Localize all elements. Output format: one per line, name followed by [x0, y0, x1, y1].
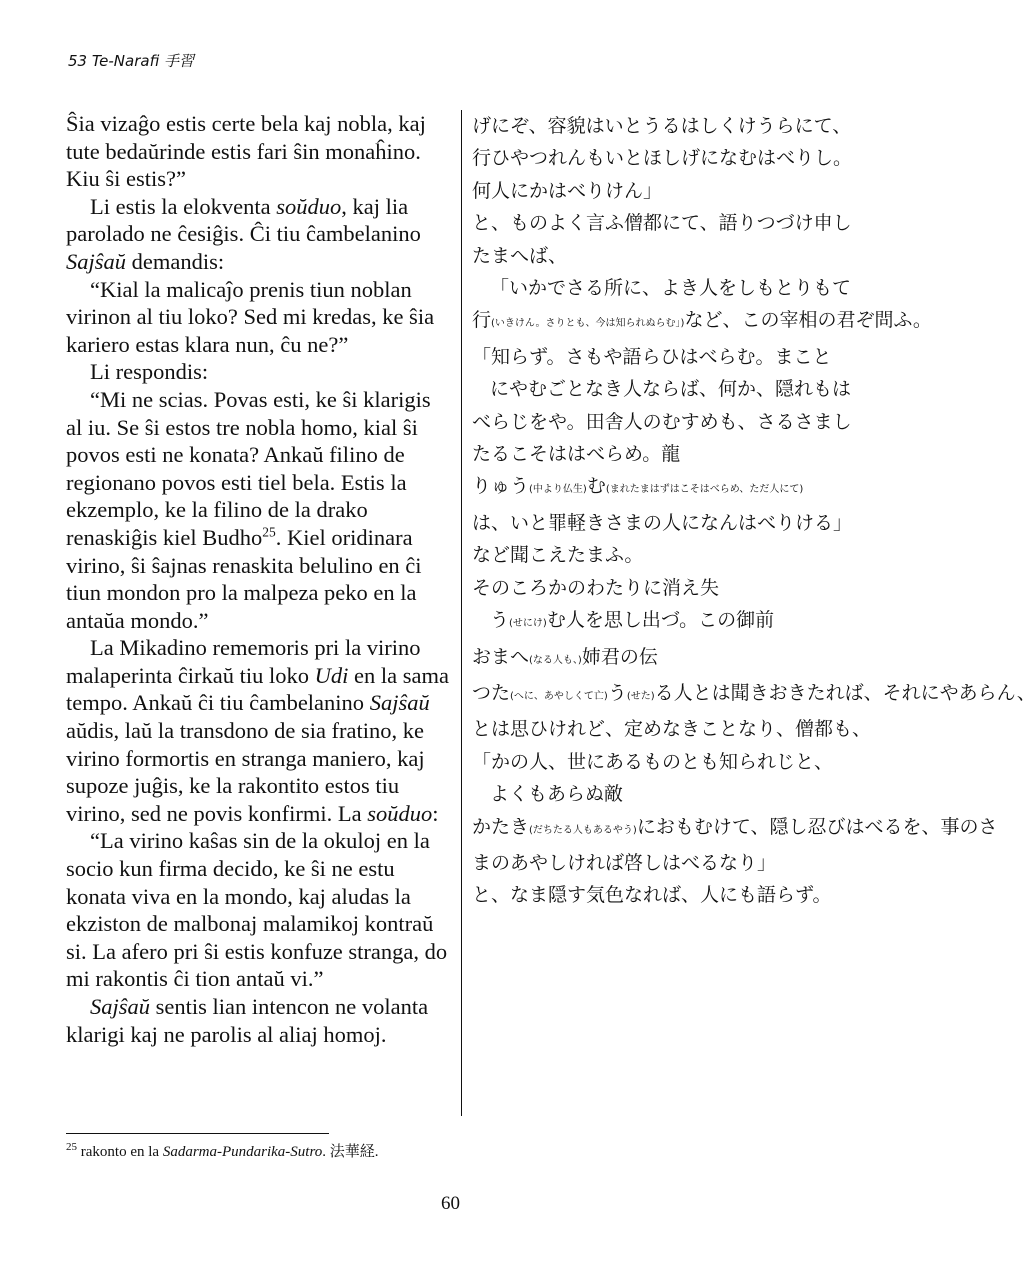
- text-run: :: [432, 800, 439, 826]
- text-run: 行: [472, 309, 492, 332]
- text-run: . Kiel oridinara virino, ŝi ŝajnas renaskita belulino en ĉi tiun mondon pro la malpeza peko en la antaŭa mondo.”: [66, 524, 422, 633]
- text-run: aŭdis, laŭ la transdono de sia fratino, ke virino formortis en stranga maniero, kaj supoze juĝis, ke la rakontito estos tiu virino, sed ne povis konfirmi. La: [66, 718, 425, 826]
- furigana: (なる人も、): [529, 654, 582, 666]
- furigana: (中より仏生): [529, 484, 587, 496]
- text-line: げにぞ、容貌はいとうるはしくけうらにて、: [472, 115, 852, 137]
- text-run: つた: [472, 681, 511, 704]
- footnote: [66, 1140, 379, 1161]
- text-line: [472, 604, 872, 640]
- italic-term: Sajŝaŭ: [90, 994, 151, 1019]
- furigana-text: せた: [630, 690, 651, 702]
- text-run: む: [586, 475, 606, 498]
- text-run: など、この宰相の君ぞ問ふ。: [684, 309, 932, 332]
- text-run: demandis:: [126, 248, 225, 274]
- text-line: とは思ひけれど、定めなきことなり、僧都も、: [472, 718, 872, 741]
- furigana-text: いきけん。さりとも、今は知られぬらむ」: [494, 318, 681, 330]
- text-line: まのあやしければ啓しはべるなり」: [472, 851, 777, 874]
- text-line: [472, 470, 872, 506]
- furigana-text: せにけ: [512, 618, 543, 630]
- italic-term: soŭduo: [367, 800, 433, 826]
- paragraph: [66, 993, 451, 1048]
- italic-term: soŭduo: [276, 193, 342, 219]
- text-line: [472, 677, 1036, 713]
- text-line: にやむごとなき人ならば、何か、隠れもは: [490, 378, 852, 401]
- italic-term: Sajŝaŭ: [369, 690, 430, 716]
- paragraph: “Kial la malicaĵo prenis tiun noblan virinon al tiu loko? Sed mi kredas, ke ŝia kariero estas klara nun, ĉu ne?”: [66, 276, 435, 357]
- paragraph: [66, 386, 451, 634]
- text-line: そのころかのわたりに消え失: [472, 576, 720, 599]
- text-run: う: [607, 681, 627, 704]
- text-line: [472, 641, 872, 677]
- text-line: と、ものよく言ふ僧都にて、語りつづけ申し: [472, 212, 852, 235]
- text-line: べらじをや。田舎人のむすめも、さるさまし: [472, 410, 852, 433]
- furigana-text: へに、あやしくて亡: [513, 690, 604, 702]
- text-line: 「いかでさる所に、よき人をしもとりもて: [490, 277, 852, 300]
- text-run: る人とは聞きおきたれば、それにやあらん、: [654, 681, 1036, 704]
- text-line: など聞こえたまふ。: [472, 544, 644, 567]
- paragraph: [66, 634, 451, 827]
- furigana: (いきけん。さりとも、今は知られぬらむ」): [491, 318, 685, 330]
- italic-term: Udi: [314, 662, 349, 688]
- text-run: む人を思し出づ。この御前: [546, 609, 775, 632]
- text-line: 何人にかはべりけん」: [472, 179, 663, 202]
- running-header: 53 Te-Narafi 手習: [68, 52, 195, 70]
- text-run: かたき: [472, 815, 530, 838]
- text-line: 「知らず。さもや語らひはべらむ。まこと: [472, 345, 832, 368]
- italic-title: Sadarma-Pundarika-Sutro: [162, 1144, 323, 1160]
- footnote-number: 25: [66, 1141, 77, 1153]
- furigana-text: まれたまはずはこそはべらめ、ただ人にて: [609, 484, 800, 496]
- text-run: “Mi ne scias. Povas esti, ke ŝi klarigis al iu. Se ŝi estos tre nobla homo, kial ŝi povos esti ne konata? Ankaŭ filino de regionano povos esti tiel bela. Estis la ekzemplo, ke la filino de la drako renaskiĝis kiel Budho: [66, 386, 431, 550]
- text-line: [472, 304, 932, 340]
- text-run: La Mikadino rememoris pri la virino malaperinta ĉirkaŭ tiu loko: [66, 635, 421, 688]
- furigana-text: なる人も、: [532, 654, 578, 666]
- text-line: と、なま隠す気色なれば、人にも語らず。: [472, 884, 832, 907]
- text-line: は、いと罪軽きさまの人になんはべりける」: [472, 511, 853, 534]
- text-line: 「かの人、世にあるものとも知られじと、: [472, 750, 834, 773]
- furigana: (へに、あやしくて亡): [510, 690, 608, 702]
- text-run: Li estis la elokventa: [90, 193, 277, 219]
- furigana: (だちたる人もあるやう): [529, 824, 637, 836]
- text-run: におもむけて、隠し忍びはべるを、事のさ: [636, 815, 998, 838]
- text-run: りゅう: [472, 475, 530, 498]
- text-run: , kaj lia parolado ne ĉesiĝis. Ĉi tiu ĉambelanino: [66, 193, 421, 247]
- paragraph: “La virino kaŝas sin de la okuloj en la socio kun firma decido, ke ŝi ne estu konata viva en la mondo, kaj aludas la ekziston de malbonaj malamikoj kontraŭ si. La afero pri ŝi estis konfuze stranga, do mi rakontis ĉi tion antaŭ vi.”: [66, 828, 448, 992]
- furigana: (せにけ): [509, 618, 547, 630]
- furigana: (せた): [626, 690, 655, 702]
- text-line: よくもあらぬ敵: [490, 783, 624, 806]
- text-run: rakonto en la: [77, 1144, 163, 1160]
- paragraph: [66, 193, 451, 276]
- text-run: おまへ: [472, 645, 530, 668]
- text-run: en la sama tempo. Ankaŭ ĉi tiu ĉambelanino: [66, 662, 450, 716]
- italic-term: Sajŝaŭ: [66, 248, 127, 274]
- text-run: sentis lian intencon ne volanta klarigi kaj ne parolis al aliaj homoj.: [66, 994, 429, 1047]
- footnote-rule: [66, 1133, 329, 1134]
- text-line: 行ひやつれんもいとほしげになむはべりし。: [472, 147, 853, 170]
- esperanto-column: [66, 110, 451, 1048]
- furigana-text: だちたる人もあるやう: [532, 824, 633, 836]
- page-number: 60: [441, 1193, 460, 1214]
- text-line: たるこそははべらめ。龍: [472, 443, 681, 466]
- text-run: う: [490, 609, 510, 632]
- text-line: たまへば、: [472, 244, 568, 267]
- paragraph: Ŝia vizaĝo estis certe bela kaj nobla, kaj tute bedaŭrinde estis fari ŝin monaĥino. Kiu ŝi estis?”: [66, 111, 426, 192]
- furigana: (まれたまはずはこそはべらめ、ただ人にて): [605, 484, 804, 496]
- text-run: . 法華経.: [322, 1144, 379, 1160]
- furigana-text: 中より仏生: [532, 484, 583, 496]
- footnote-ref[interactable]: 25: [262, 524, 276, 540]
- paragraph: Li respondis:: [90, 359, 209, 385]
- japanese-column: [472, 110, 1036, 912]
- column-divider: [461, 110, 462, 1116]
- text-line: [472, 811, 998, 847]
- text-run: 姉君の伝: [581, 645, 658, 668]
